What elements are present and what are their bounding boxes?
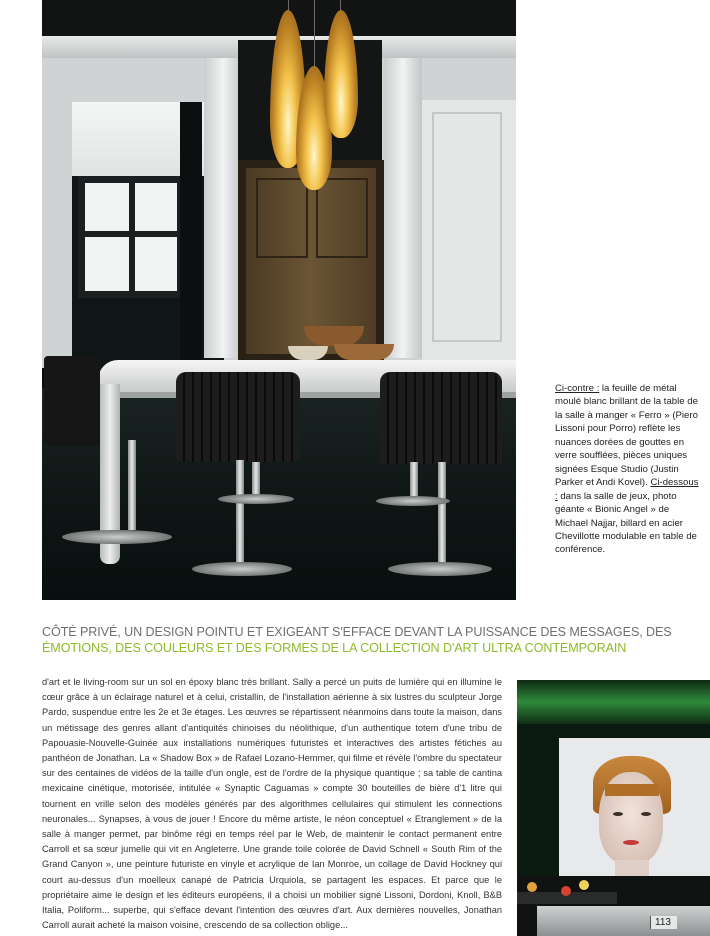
- chair-base: [376, 496, 450, 506]
- billiard-ball: [527, 882, 537, 892]
- game-room-photo: [517, 680, 710, 936]
- pull-quote-line-1: CÔTÉ PRIVÉ, UN DESIGN POINTU ET EXIGEANT S'EFFACE DEVANT LA PUISSANCE DES MESSAGES, DES: [42, 625, 672, 639]
- chair-pole: [128, 440, 136, 530]
- portrait-eye: [641, 812, 651, 816]
- chair-base: [388, 562, 492, 576]
- chair-pole: [438, 462, 446, 566]
- chair: [380, 372, 502, 464]
- portrait-eye: [613, 812, 623, 816]
- pull-quote: [42, 624, 682, 656]
- caption-text: dans la salle de jeux, photo géante « Bionic Angel » de Michael Najjar, billard en acier Chevillotte modulable en table de conférence.: [555, 490, 697, 556]
- lamp-cord: [314, 0, 315, 70]
- right-wall-panel: [432, 112, 502, 342]
- pilaster-left: [204, 58, 242, 358]
- chair-pole: [252, 462, 260, 498]
- open-door: [180, 102, 202, 360]
- pilaster-right: [384, 58, 422, 358]
- dining-room-photo: [42, 0, 516, 600]
- photo-caption: [555, 382, 703, 557]
- portrait-lips: [623, 840, 639, 845]
- green-neon-light: [517, 680, 710, 724]
- caption-text: la feuille de métal moulé blanc brillant de la table de la salle à manger « Ferro » (Piero Lissoni pour Porro) reflète les nuances dorées de gouttes en verre soufflées, pièces uniques signées Esque Studio (Justin Parker et Andi Kovel).: [555, 383, 698, 489]
- steel-billiard-table: [537, 906, 710, 936]
- page-number: 113: [650, 916, 677, 929]
- caption-label: Ci-dessous :: [555, 477, 699, 502]
- left-window: [78, 176, 184, 298]
- caption-label: Ci-contre :: [555, 383, 600, 394]
- wooden-bowl: [334, 344, 394, 360]
- chair-pole: [236, 460, 244, 568]
- article-body: d'art et le living-room sur un sol en époxy blanc très brillant. Sally a percé un puits de lumière qui en illumine le cœur grâce à un éclairage naturel et à celui, cristallin, de l'installation aérienne à six lustres du sculpteur Jorge Pardo, suspendue entre les 2e et 3e étages. Les œuvres se répartissent néanmoins dans toute la maison, dans un métissage des genres allant d'antiquités chinoises du néolithique, d'un authentique totem d'une tribu de Papouasie-Nouvelle-Guinée aux installations numériques futuristes et interactives des artistes fétiches au panthéon de Jonathan. La « Shadow Box » de Rafael Lozano-Hemmer, qui filme et révèle l'ombre du spectateur sur des centaines de vidéos de la taille d'un ongle, est de l'ordre de la physique quantique ; sa table de cantina mexicaine cinétique, motorisée, intitulée « Synaptic Caguamas » compte 30 bouteilles de bière d'1 litre qui tournent en vrille selon des modèles générés par des algorithmes cellulaires qui stimulent les connections neuronales... Synapses, à vous de jouer ! Encore du même artiste, le néon conceptuel « Etranglement » de la salle à manger permet, par binôme régi en temps réel par le Web, de maintenir le contact permanent entre Carroll et sa sœur jumelle qui vit en Angleterre. Une grande toile colorée de David Schnell « South Rim of the Grand Canyon », une peinture futuriste en vinyle et acrylique de Ian Monroe, un collage de David Hockney qui court au-dessus d'un moelleux canapé de Patricia Urquiola, se partagent les espaces. Et parce que le propriétaire aime le design et les éditeurs européens, il a choisi un mobilier signé Lissoni, Dordoni, Knoll, B&B Italia, Poliform... superbe, qui s'efface devant l'intention des œuvres d'art. Aux dernières nouvelles, Jonathan Carroll aurait acheté la maison voisine, crescendo de sa collection oblige...: [42, 677, 502, 931]
- chair-base: [218, 494, 294, 504]
- chair-base: [62, 530, 172, 544]
- chair: [44, 356, 100, 446]
- portrait-fringe: [605, 784, 659, 796]
- chair-base: [192, 562, 292, 576]
- billiard-ball: [561, 886, 571, 896]
- chair: [176, 372, 300, 462]
- pull-quote-line-2: ÉMOTIONS, DES COULEURS ET DES FORMES DE LA COLLECTION D'ART ULTRA CONTEMPORAIN: [42, 641, 627, 655]
- billiard-ball: [579, 880, 589, 890]
